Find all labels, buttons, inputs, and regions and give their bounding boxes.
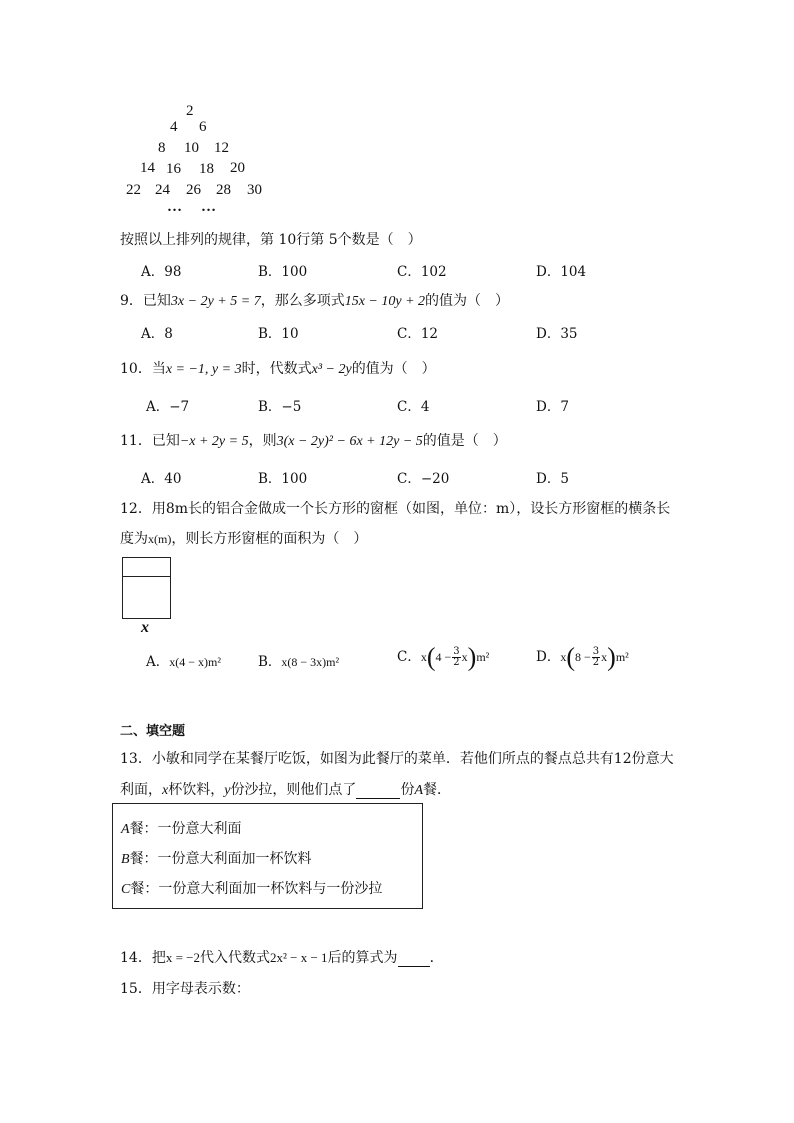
- q10-option-c: C．4: [397, 399, 430, 415]
- q8-option-c: C．102: [397, 264, 447, 280]
- q12-option-c-coef: x: [420, 650, 427, 664]
- q14-mid: 代入代数式: [200, 950, 270, 966]
- q12-line2-pre: 度为: [120, 531, 148, 547]
- q12-option-c-unit: m²: [476, 650, 490, 664]
- triangle-number: 10: [184, 140, 199, 156]
- right-paren: ): [467, 642, 477, 672]
- menu-item-b: [121, 848, 312, 868]
- triangle-number: 8: [158, 140, 166, 156]
- q13-var-y: y: [224, 783, 231, 798]
- triangle-ellipsis: …: [201, 199, 216, 215]
- q9-number: 9．: [120, 293, 143, 309]
- q12-option-b: [258, 650, 339, 670]
- q10-number: 10．: [120, 361, 152, 377]
- triangle-number: 16: [166, 161, 181, 177]
- q10-pre: 当: [151, 361, 166, 377]
- q8-option-d: D．104: [536, 264, 587, 280]
- q12-option-d: [536, 642, 629, 673]
- q12-option-d-unit: m²: [615, 650, 629, 664]
- triangle-number: 12: [214, 140, 229, 156]
- triangle-number: 28: [216, 182, 231, 198]
- triangle-number: 6: [199, 119, 207, 135]
- q15-stem: 15．用字母表示数：: [120, 981, 250, 997]
- menu-item-letter: C: [121, 882, 131, 897]
- q14-end: ．: [429, 950, 444, 966]
- q11-pre: 已知: [151, 433, 180, 449]
- triangle-number: 4: [170, 119, 178, 135]
- q9-option-c: C．12: [397, 326, 439, 342]
- q8-option-a: A．98: [141, 264, 182, 280]
- q13-line2-e: 餐．: [423, 782, 451, 798]
- q12-line1: 12．用8m长的铝合金做成一个长方形的窗框（如图，单位：m），设长方形窗框的横条长: [120, 501, 671, 517]
- triangle-number: 26: [186, 182, 201, 198]
- triangle-number: 24: [155, 182, 170, 198]
- q10-post: 的值为（ ）: [351, 361, 436, 377]
- q9-post: 的值为（ ）: [425, 293, 510, 309]
- q9-mid: ，那么多项式: [260, 293, 345, 309]
- triangle-number: 20: [230, 160, 245, 176]
- q12-line2-post: ，则长方形窗框的面积为（ ）: [171, 531, 368, 547]
- q10-condition: x = −1, y = 3: [165, 362, 242, 377]
- q10-option-a: A．−7: [146, 399, 190, 415]
- q14-substitution: x = −2: [165, 950, 200, 965]
- q11-post: 的值是（ ）: [422, 433, 507, 449]
- window-frame-outline: [122, 557, 171, 619]
- q12-option-d-var: x: [601, 650, 608, 664]
- menu-item-text: 餐：一份意大利面加一杯饮料与一份沙拉: [130, 881, 383, 897]
- q12-option-a-label: A．: [146, 654, 170, 670]
- q11-option-a: A．40: [141, 471, 182, 487]
- triangle-number: 18: [199, 161, 214, 177]
- menu-item-c: [121, 878, 382, 898]
- q10-stem: [120, 358, 436, 378]
- fraction-denominator: 2: [592, 657, 600, 668]
- triangle-number: 30: [247, 182, 262, 198]
- left-paren: (: [566, 642, 575, 672]
- q14-post: 后的算式为: [327, 950, 398, 966]
- q13-line2-a: 利面，: [120, 782, 162, 798]
- window-frame-crossbar: [122, 576, 171, 577]
- q8-option-b: B．100: [258, 264, 308, 280]
- q12-option-a-expr: x(4 − x)m²: [169, 655, 221, 669]
- q12-line2: [120, 528, 367, 548]
- q11-mid: ，则: [248, 433, 277, 449]
- menu-item-text: 餐：一份意大利面: [129, 821, 242, 837]
- q12-option-d-inner: 8 −: [575, 650, 591, 664]
- triangle-number: 22: [126, 182, 141, 198]
- menu-item-letter: A: [121, 822, 130, 837]
- menu-item-a: [121, 818, 242, 838]
- q13-line2-d: 份: [400, 782, 415, 798]
- q10-expression: x³ − 2y: [311, 362, 352, 377]
- q9-equation: 3x − 2y + 5 = 7: [170, 294, 261, 309]
- triangle-ellipsis: …: [167, 199, 182, 215]
- q9-polynomial: 15x − 10y + 2: [344, 294, 426, 309]
- fraction-denominator: 2: [453, 657, 460, 668]
- q9-option-d: D．35: [536, 326, 578, 342]
- q9-stem: [120, 290, 509, 310]
- q11-condition: −x + 2y = 5: [179, 434, 249, 449]
- q11-expression: 3(x − 2y)² − 6x + 12y − 5: [276, 434, 423, 449]
- q13-line1: 13．小敏和同学在某餐厅吃饭，如图为此餐厅的菜单．若他们所点的餐点总共有12份意大: [120, 751, 674, 767]
- section-heading: 二、填空题: [120, 724, 186, 739]
- triangle-number: 2: [186, 103, 194, 119]
- q14-pre: 14．把: [120, 950, 166, 966]
- q10-option-b: B．−5: [258, 399, 302, 415]
- fraction-numerator: 3: [592, 646, 600, 657]
- left-paren: (: [426, 642, 436, 672]
- fraction: [452, 647, 460, 668]
- q12-option-c-label: C．: [397, 649, 421, 665]
- q12-option-c-inner: 4 −: [435, 650, 452, 664]
- q14-stem: [120, 947, 444, 967]
- q11-option-c: C．−20: [397, 471, 450, 487]
- q9-option-b: B．10: [258, 326, 299, 342]
- q9-option-a: A．8: [141, 326, 173, 342]
- answer-blank: [356, 782, 400, 799]
- q12-option-d-coef: x: [560, 650, 567, 664]
- right-paren: ): [607, 642, 616, 672]
- q11-stem: [120, 430, 507, 450]
- q13-var-a: A: [414, 783, 423, 798]
- q11-number: 11．: [120, 433, 152, 449]
- q8-stem: 按照以上排列的规律，第 10行第 5个数是（ ）: [120, 232, 422, 248]
- fraction-numerator: 3: [453, 646, 460, 657]
- q11-option-d: D．5: [536, 471, 569, 487]
- q12-option-a: [146, 650, 221, 670]
- q9-pre: 已知: [142, 293, 171, 309]
- q12-variable: x(m): [148, 532, 172, 546]
- q13-line2-b: 杯饮料，: [168, 782, 225, 798]
- q14-expression: 2x² − x − 1: [270, 950, 328, 965]
- q12-option-c: [397, 642, 489, 673]
- menu-item-text: 餐：一份意大利面加一杯饮料: [129, 851, 312, 867]
- answer-blank: [398, 950, 430, 967]
- q10-mid: 时，代数式: [241, 361, 312, 377]
- q12-option-d-label: D．: [536, 649, 561, 665]
- window-frame-label: x: [141, 619, 149, 636]
- q13-line2: [120, 779, 451, 799]
- q12-option-c-var: x: [461, 650, 468, 664]
- q12-option-b-expr: x(8 − 3x)m²: [281, 655, 340, 669]
- q10-option-d: D．7: [536, 399, 569, 415]
- q11-option-b: B．100: [258, 471, 308, 487]
- q12-option-b-label: B．: [258, 654, 282, 670]
- q13-var-x: x: [162, 783, 169, 798]
- menu-item-letter: B: [121, 852, 130, 867]
- q13-line2-c: 份沙拉，则他们点了: [230, 782, 357, 798]
- triangle-number: 14: [140, 160, 155, 176]
- fraction: [592, 647, 600, 668]
